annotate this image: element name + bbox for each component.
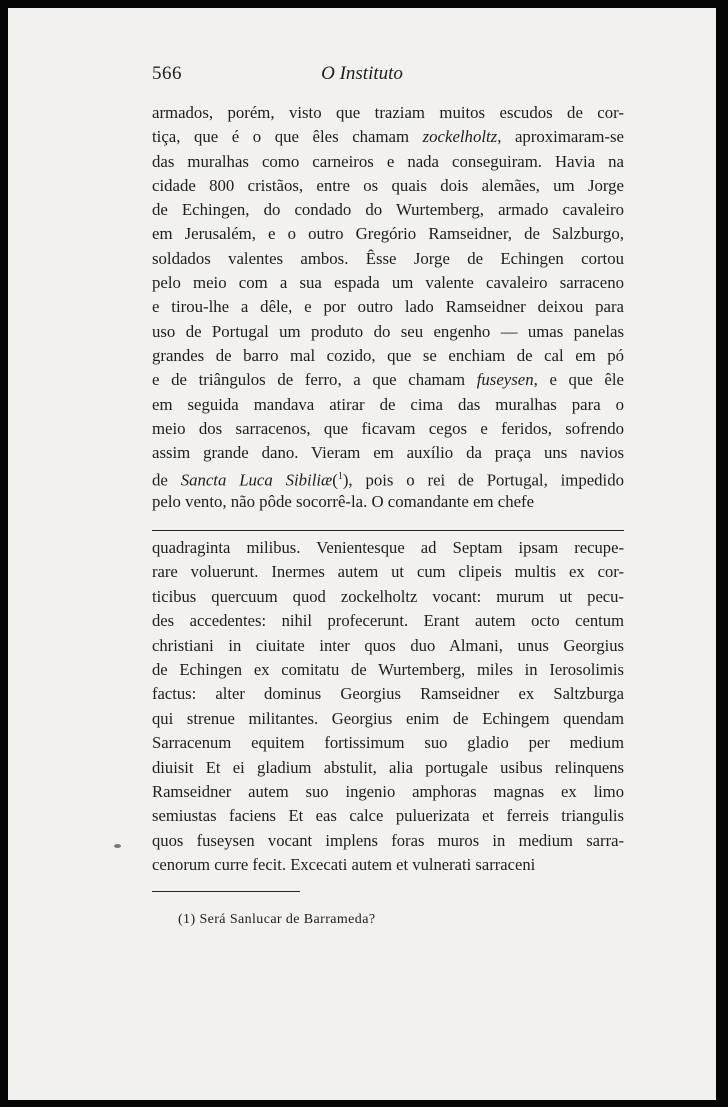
- portuguese-translation: [152, 101, 624, 514]
- latin-text-line: christiani in ciuitate inter quos duo Almani, unus Georgius: [152, 635, 624, 655]
- text-line: tiça, que é o que êles chamam zockelholtz, aproximaram-se: [152, 127, 624, 147]
- running-title: O Instituto: [321, 63, 403, 84]
- page-header: [8, 63, 716, 89]
- text-line: em Jerusalém, e o outro Gregório Ramseidner, de Salzburgo,: [152, 224, 624, 244]
- latin-original-text: [152, 536, 624, 877]
- text-line: uso de Portugal um produto do seu engenho — umas panelas: [152, 321, 624, 341]
- text-line: de Echingen, do condado do Wurtemberg, armado cavaleiro: [152, 200, 624, 220]
- text-line: assim grande dano. Vieram em auxílio da praça uns navios: [152, 443, 624, 463]
- text-line: de Sancta Luca Sibiliæ($^1$), pois o rei de Portugal, impedido: [152, 471, 625, 491]
- footnote: [178, 912, 375, 928]
- text-line: das muralhas como carneiros e nada conseguiram. Havia na: [152, 151, 624, 171]
- latin-text-line: cenorum curre fecit. Excecati autem et vulnerati sarraceni: [152, 855, 536, 875]
- text-line: grandes de barro mal cozido, que se enchiam de cal em pó: [152, 345, 624, 365]
- text-line: e tirou-lhe a dêle, e por outro lado Ramseidner deixou para: [152, 297, 624, 317]
- footnote-marker: (1): [178, 912, 196, 927]
- text-line: pelo meio com a sua espada um valente cavaleiro sarraceno: [152, 273, 624, 293]
- text-line: soldados valentes ambos. Êsse Jorge de Echingen cortou: [152, 248, 624, 268]
- latin-text-line: Ramseidner autem suo ingenio amphoras magnas ex limo: [152, 781, 624, 801]
- text-line: e de triângulos de ferro, a que chamam fuseysen, e que êle: [152, 370, 624, 390]
- latin-text-line: Sarracenum equitem fortissimum suo gladio per medium: [152, 733, 624, 753]
- latin-text-line: qui strenue militantes. Georgius enim de Echingem quendam: [152, 708, 624, 728]
- text-line: em seguida mandava atirar de cima das muralhas para o: [152, 394, 624, 414]
- latin-text-line: rare voluerunt. Inermes autem ut cum clipeis multis ex cor-: [152, 562, 624, 582]
- latin-text-line: ticibus quercuum quod zockelholtz vocant: murum ut pecu-: [152, 586, 624, 606]
- latin-text-line: diuisit Et ei gladium abstulit, alia portugale usibus relinquens: [152, 757, 624, 777]
- text-line: cidade 800 cristãos, entre os quais dois alemães, um Jorge: [152, 175, 624, 195]
- book-page: [8, 8, 716, 1100]
- latin-text-line: de Echingen ex comitatu de Wurtemberg, miles in Ierosolimis: [152, 659, 624, 679]
- page-number: 566: [152, 63, 182, 84]
- text-line: armados, porém, visto que traziam muitos escudos de cor-: [152, 103, 624, 122]
- footnote-rule: [152, 891, 300, 892]
- ink-speck: [114, 844, 121, 848]
- latin-text-line: des accedentes: nihil profecerunt. Erant autem octo centum: [152, 611, 624, 631]
- latin-text-line: quos fuseysen vocant implens foras muros in medium sarra-: [152, 830, 624, 850]
- latin-text-line: factus: alter dominus Georgius Ramseidner ex Saltzburga: [152, 684, 624, 704]
- latin-text-line: semiustas faciens Et eas calce puluerizata et ferreis triangulis: [152, 806, 624, 826]
- text-line: pelo vento, não pôde socorrê-la. O comandante em chefe: [152, 491, 535, 511]
- footnote-text: Será Sanlucar de Barrameda?: [199, 912, 376, 927]
- separator-rule: [152, 530, 624, 531]
- text-line: meio dos sarracenos, que ficavam cegos e feridos, sofrendo: [152, 418, 624, 438]
- latin-text-line: quadraginta milibus. Venientesque ad Septam ipsam recupe-: [152, 538, 624, 557]
